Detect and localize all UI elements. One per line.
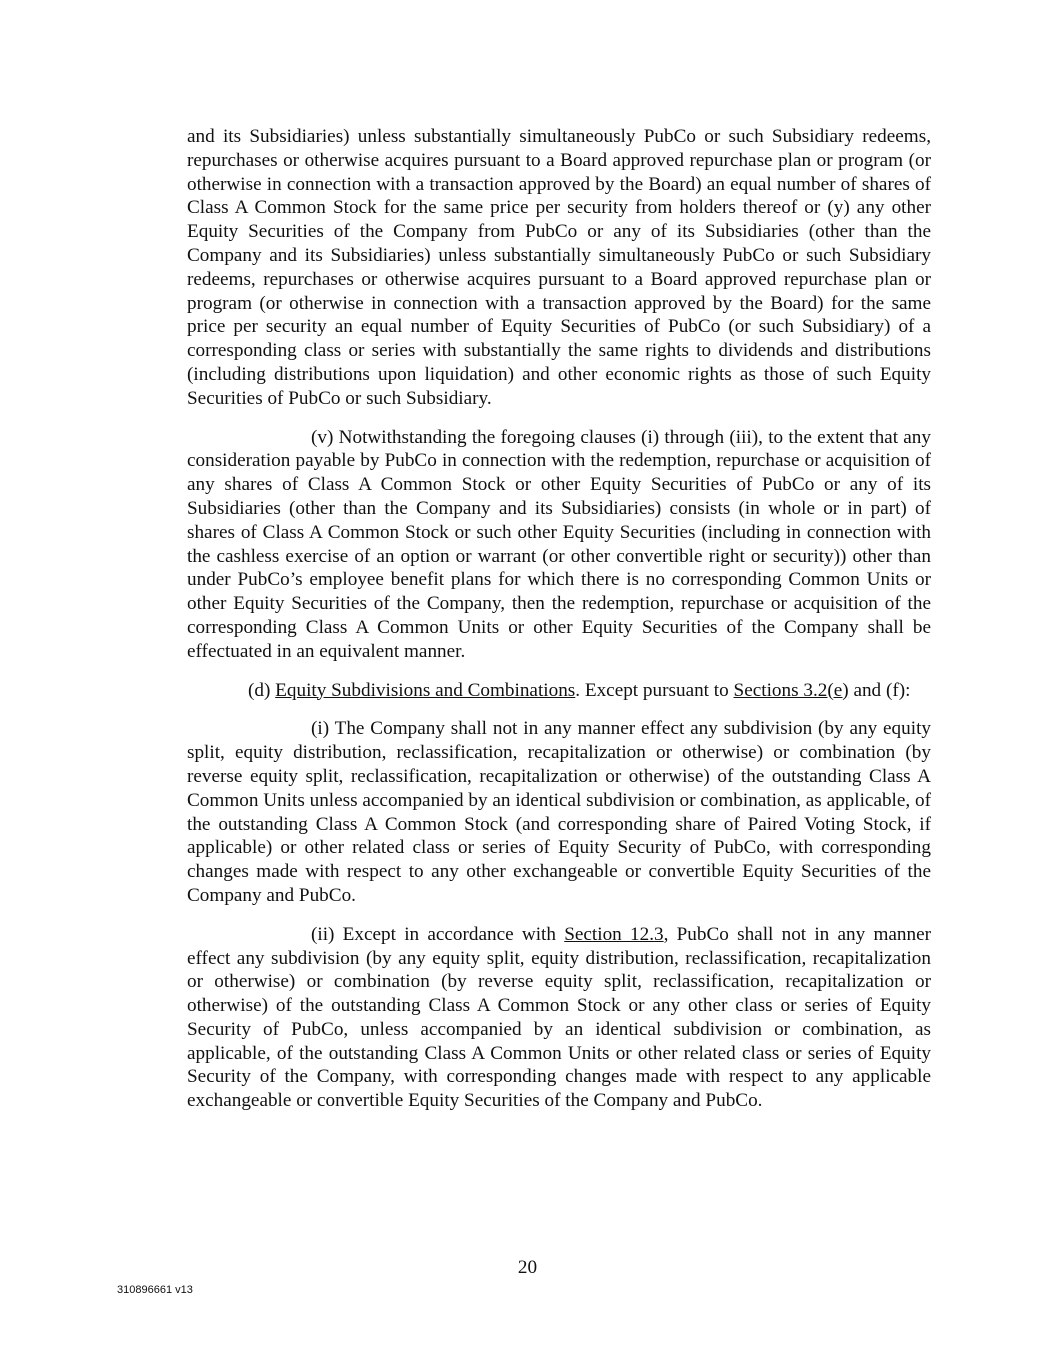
section-reference-3-2-e[interactable]: Sections 3.2(e) xyxy=(733,679,849,701)
section-d-heading: Equity Subdivisions and Combinations xyxy=(275,679,576,701)
paragraph-clause-i: (i) The Company shall not in any manner effect any subdivision (by any equity split, equity distribution, reclassification, recapitalization or otherwise) or combination (by reverse equity split, reclassification, recapitalization or otherwise) of the outstanding Class A Common Units unless accompanied by an identical subdivision or combination, as applicable, of the outstanding Class A Common Stock (and corresponding share of Paired Voting Stock, if applicable) or other related class or series of Equity Security of PubCo, with corresponding changes made with respect to any other exchangeable or convertible Equity Securities of the Company and PubCo. xyxy=(187,718,931,906)
paragraph-section-d xyxy=(187,679,931,703)
section-d-suffix: and (f): xyxy=(848,679,911,701)
section-d-prefix: (d) xyxy=(248,679,276,701)
clause-ii-prefix: (ii) Except in accordance with xyxy=(311,923,565,945)
section-reference-12-3[interactable]: Section 12.3 xyxy=(564,923,664,945)
section-d-middle: . Except pursuant to xyxy=(575,679,734,701)
clause-ii-suffix: , PubCo shall not in any manner effect any subdivision (by any equity split, equity distribution, reclassification, recapitalization or otherwise) or combination (by reverse equity split, reclassification, recapitalization or otherwise) of the outstanding Class A Common Stock or any other class or series of Equity Security of PubCo, unless accompanied by an identical subdivision or combination, as applicable, of the outstanding Class A Common Units or other related class or series of Equity Security of the Company, with corresponding changes made with respect to any applicable exchangeable or convertible Equity Securities of the Company and PubCo. xyxy=(187,923,931,1112)
document-body xyxy=(187,125,931,1128)
paragraph-clause-v: (v) Notwithstanding the foregoing clauses (i) through (iii), to the extent that any consideration payable by PubCo in connection with the redemption, repurchase or acquisition of any shares of Class A Common Stock or other Equity Securities of PubCo or any of its Subsidiaries (other than the Company and its Subsidiaries) consists (in whole or in part) of shares of Class A Common Stock or such other Equity Securities (including in connection with the cashless exercise of an option or warrant (or other convertible right or security)) other than under PubCo’s employee benefit plans for which there is no corresponding Common Units or other Equity Securities of the Company, then the redemption, repurchase or acquisition of the corresponding Class A Common Units or other Equity Securities of the Company shall be effectuated in an equivalent manner. xyxy=(187,426,931,662)
document-id: 310896661 v13 xyxy=(117,1284,193,1296)
paragraph-continuation: and its Subsidiaries) unless substantially simultaneously PubCo or such Subsidiary redeems, repurchases or otherwise acquires pursuant to a Board approved repurchase plan or program (or otherwise in connection with a transaction approved by the Board) an equal number of shares of Class A Common Stock for the same price per security from holders thereof or (y) any other Equity Securities of the Company from PubCo or any of its Subsidiaries (other than the Company and its Subsidiaries) unless substantially simultaneously PubCo or such Subsidiary redeems, repurchases or otherwise acquires pursuant to a Board approved repurchase plan or program (or otherwise in connection with a transaction approved by the Board) for the same price per security an equal number of Equity Securities of PubCo (or such Subsidiary) of a corresponding class or series with substantially the same rights to dividends and distributions (including distributions upon liquidation) and other economic rights as those of such Equity Securities of PubCo or such Subsidiary. xyxy=(187,126,931,409)
page-number: 20 xyxy=(517,1257,538,1278)
paragraph-clause-ii xyxy=(187,923,931,1113)
